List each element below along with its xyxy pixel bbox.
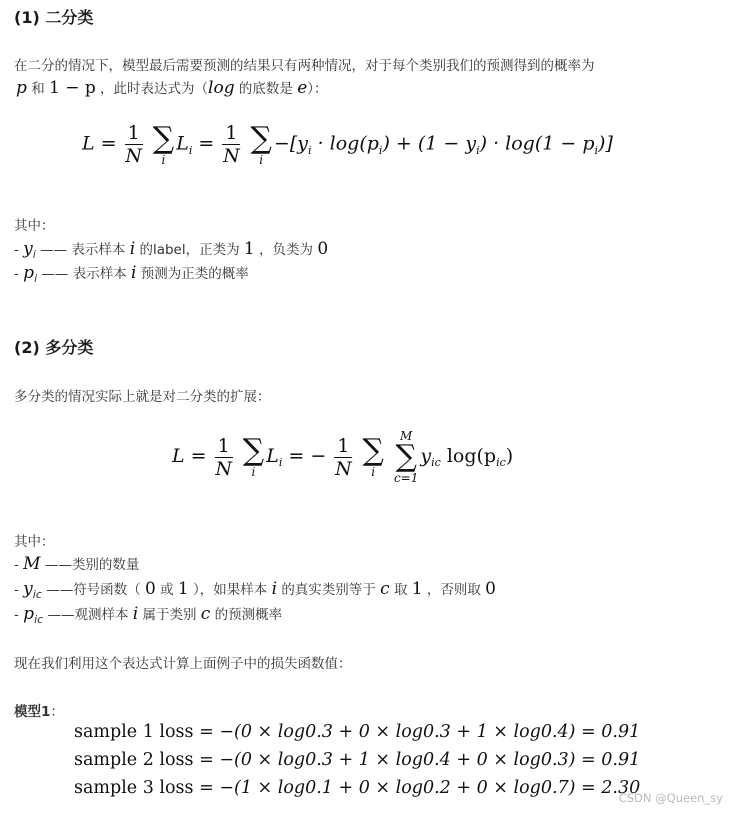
- csdn-watermark: CSDN @Queen_sy: [618, 791, 723, 805]
- math-p: p: [16, 78, 27, 98]
- model1-label: 模型1：: [14, 704, 64, 720]
- bullet-y-ic: - $y_{ic}$ ——符号函数（ 0 或 1 ），如果样本 i 的真实类别等于 c 取 1 ，否则取 0: [14, 579, 496, 601]
- where-label: 其中：: [14, 218, 55, 234]
- fraction-1-over-n: $\frac{1}{N}$: [125, 122, 142, 167]
- binary-intro-line1: 在二分的情况下，模型最后需要预测的结果只有两种情况，对于每个类别我们的预测得到的概率为: [14, 58, 595, 74]
- math-1-minus-p: 1 − p: [48, 78, 96, 98]
- math-log: log: [208, 78, 235, 98]
- sample-3-loss: sample 3 loss = −(1 × log0.1 + 0 × log0.2 + 0 × log0.7) = 2.30: [74, 778, 641, 798]
- bullet-y-i: - $y_i$ —— 表示样本 i 的label，正类为 1 ，负类为 0: [14, 239, 329, 261]
- section-heading-binary: (1) 二分类: [14, 8, 94, 27]
- multiclass-intro: 多分类的情况实际上就是对二分类的扩展：: [14, 389, 271, 405]
- binary-intro-line2: p 和 1 − p ，此时表达式为（log 的底数是 e）：: [16, 78, 328, 98]
- sum-symbol: ∑ i: [362, 433, 384, 479]
- bullet-M: - M ——类别的数量: [14, 554, 140, 574]
- section-heading-multiclass: (2) 多分类: [14, 338, 94, 357]
- where-label-2: 其中：: [14, 534, 55, 550]
- bullet-p-i: - $p_i$ —— 表示样本 i 预测为正类的概率: [14, 263, 249, 285]
- sum-symbol-c: M ∑ c=1: [393, 429, 419, 485]
- multiclass-cross-entropy-formula: L = $\frac{1}{N}$ ∑ i $L_i$ = − $\frac{1}{N}$ ∑ i M ∑ c=1 $y_{ic}$ $\log(p_{ic})$: [172, 429, 514, 485]
- sample-1-loss: sample 1 loss = −(0 × log0.3 + 0 × log0.3 + 1 × log0.4) = 0.91: [74, 722, 641, 742]
- sum-symbol: ∑ i: [242, 433, 265, 479]
- fraction-1-over-n: $\frac{1}{N}$: [223, 122, 240, 167]
- binary-cross-entropy-formula: L = $\frac{1}{N}$ ∑ i $L_i$ = $\frac{1}{N}$ ∑ i $-[y_i \cdot \log(p_i) + (1 - y_i) \cdot \log(1 - p_i)]$: [82, 120, 613, 167]
- sample-2-loss: sample 2 loss = −(0 × log0.3 + 1 × log0.4 + 0 × log0.3) = 0.91: [74, 750, 641, 770]
- sum-symbol: ∑ i: [152, 120, 175, 167]
- fraction-1-over-n: $\frac{1}{N}$: [335, 434, 352, 480]
- bullet-p-ic: - $p_{ic}$ ——观测样本 i 属于类别 c 的预测概率: [14, 604, 283, 626]
- math-e: e: [297, 78, 308, 98]
- fraction-1-over-n: $\frac{1}{N}$: [215, 434, 232, 480]
- calc-intro: 现在我们利用这个表达式计算上面例子中的损失函数值：: [14, 656, 352, 672]
- sum-symbol: ∑ i: [250, 120, 272, 167]
